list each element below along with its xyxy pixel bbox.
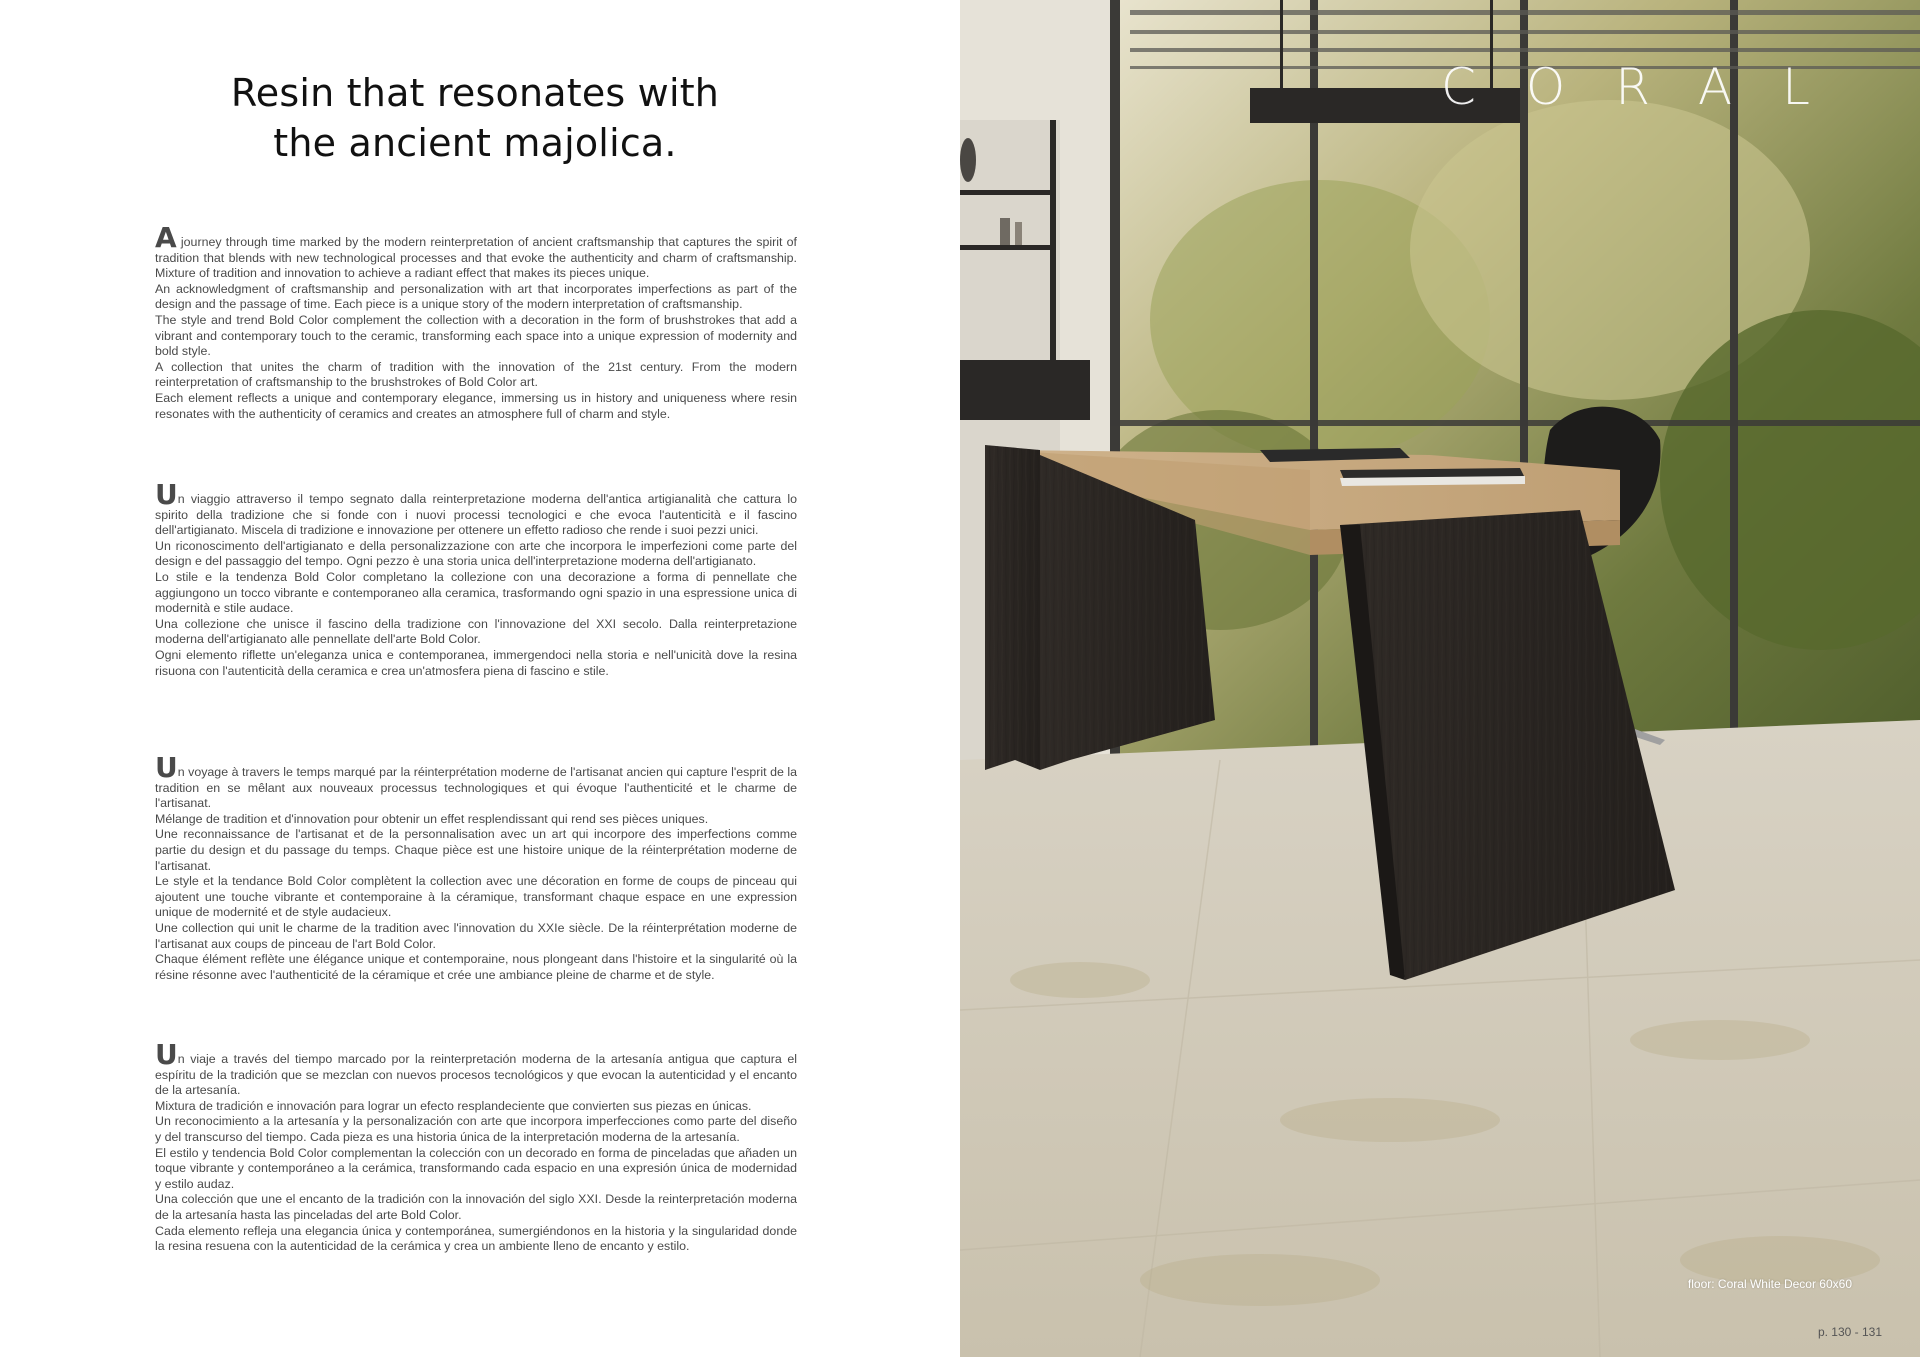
- paragraph: Each element reflects a unique and contemporary elegance, immersing us in history and uniqueness where resin resonates with the authenticity of ceramics and creates an atmosphere full of charm and style.: [155, 390, 797, 421]
- paragraph: Mélange de tradition et d'innovation pour obtenir un effet resplendissant qui rend ses pièces uniques.: [155, 811, 709, 826]
- paragraph: Una collezione che unisce il fascino della tradizione con l'innovazione del XXI secolo. Dalla reinterpretazione moderna dell'artigianato alle pennellate dell'arte Bold Color.: [155, 616, 797, 647]
- paragraph: Une collection qui unit le charme de la tradition avec l'innovation du XXIe siècle. De la réinterprétation moderne de l'artisanat aux coups de pinceau de l'art Bold Color.: [155, 920, 797, 951]
- paragraph: Une reconnaissance de l'artisanat et de la personnalisation avec un art qui incorpore des imperfections comme partie du design et du passage du temps. Chaque pièce est une histoire unique de la réinterprétation moderne de l'artisanat.: [155, 827, 797, 873]
- paragraph: A journey through time marked by the modern reinterpretation of ancient craftsmanship that captures the spirit of tradition that blends with new technological processes and that evoke the authenticity and charm of craftsmanship. Mixture of tradition and innovation to achieve a radiant effect that makes its pieces unique.: [155, 221, 797, 281]
- paragraph: Una colección que une el encanto de la tradición con la innovación del siglo XXI. Desde la reinterpretación moderna de la artesanía hasta las pinceladas del arte Bold Color.: [155, 1192, 797, 1222]
- text-block-spanish: [155, 1038, 797, 1255]
- paragraph: Un reconocimiento a la artesanía y la personalización con arte que incorpora imperfecciones como parte del diseño y del transcurso del tiempo. Cada pieza es una historia única de la interpretación moderna de la artesanía.: [155, 1114, 797, 1144]
- floor-caption: floor: Coral White Decor 60x60: [1687, 1277, 1852, 1291]
- paragraph: Mixtura de tradición e innovación para lograr un efecto resplandeciente que convierten sus piezas en únicas.: [155, 1098, 752, 1113]
- page-number: p. 130 - 131: [1817, 1325, 1882, 1339]
- paragraph: Cada elemento refleja una elegancia única y contemporánea, sumergiéndonos en la historia y la singularidad donde la resina resuena con la autenticidad de la cerámica y crea un ambiente lleno de encanto y estilo.: [155, 1223, 797, 1254]
- paragraph: Lo stile e la tendenza Bold Color completano la collezione con una decorazione a forma di pennellate che aggiungono un tocco vibrante e contemporaneo alla ceramica, trasformando ogni spazio in una espressione unica di modernità e stile audace.: [155, 569, 797, 616]
- text-block-english: [155, 221, 797, 422]
- headline-line-1: Resin that resonates with: [230, 71, 720, 115]
- paragraph: Un viaje a través del tiempo marcado por la reinterpretación moderna de la artesanía antigua que captura el espíritu de la tradición que se mezclan con nuevos procesos tecnológicos y que evocan la autenticidad y el encanto de la artesanía.: [155, 1038, 797, 1098]
- headline-line-2: the ancient majolica.: [273, 121, 677, 165]
- dropcap: U: [155, 751, 178, 784]
- paragraph: Chaque élément reflète une élégance unique et contemporaine, nous plongeant dans l'histoire et la singularité où la résine résonne avec l'authenticité de la céramique et crée une ambiance pleine de charme et de style.: [155, 952, 797, 982]
- paragraph: Un riconoscimento dell'artigianato e della personalizzazione con arte che incorpora le imperfezioni come parte del design e del passaggio del tempo. Ogni pezzo è una storia unica dell'interpretazione moderna dell'artigianato.: [155, 538, 797, 569]
- text-block-french: [155, 751, 797, 983]
- paragraph: Un viaggio attraverso il tempo segnato dalla reinterpretazione moderna dell'antica artigianalità che cattura lo spirito della tradizione che si fonde con i nuovi processi tecnologici e che evoca l'autenticità e il fascino dell'artigianato. Miscela di tradizione e innovazione per ottenere un effetto radioso che rende i suoi pezzi unici.: [155, 478, 797, 538]
- dropcap: U: [155, 1038, 178, 1071]
- paragraph: The style and trend Bold Color complement the collection with a decoration in the form of brushstrokes that add a vibrant and contemporary touch to the ceramic, transforming each space into a unique expression of modernity and bold style.: [155, 312, 797, 359]
- interior-scene-illustration: [960, 0, 1920, 1357]
- paragraph: El estilo y tendencia Bold Color complementan la colección con un decorado en forma de pinceladas que añaden un toque vibrante y contemporáneo a la cerámica, transformando cada espacio en una expresión única de modernidad y estilo audaz.: [155, 1145, 797, 1191]
- paragraph: Le style et la tendance Bold Color complètent la collection avec une décoration en forme de coups de pinceau qui ajoutent une touche vibrante et contemporaine à la céramique, transformant chaque espace en une expression unique de modernité et de style audacieux.: [155, 874, 797, 920]
- dropcap: A: [155, 221, 177, 254]
- paragraph: An acknowledgment of craftsmanship and personalization with art that incorporates imperfections as part of the design and the passage of time. Each piece is a unique story of the modern interpretation of craftsmanship.: [155, 281, 797, 312]
- paragraph: Un voyage à travers le temps marqué par la réinterprétation moderne de l'artisanat ancien qui capture l'esprit de la tradition en se mêlant aux nouveaux processus technologiques et qui évoque l'authenticité et le charme de l'artisanat.: [155, 751, 797, 811]
- interior-photo: [960, 0, 1920, 1357]
- dropcap: U: [155, 478, 178, 511]
- paragraph: A collection that unites the charm of tradition with the innovation of the 21st century. From the modern reinterpretation of craftsmanship to the brushstrokes of Bold Color art.: [155, 359, 797, 390]
- paragraph: Ogni elemento riflette un'eleganza unica e contemporanea, immergendoci nella storia e nell'unicità dove la resina risuona con l'autenticità della ceramica e crea un'atmosfera piena di fascino e stile.: [155, 647, 797, 678]
- brand-logo: CORAL: [1440, 58, 1860, 116]
- page-headline: [155, 68, 795, 168]
- text-block-italian: [155, 478, 797, 679]
